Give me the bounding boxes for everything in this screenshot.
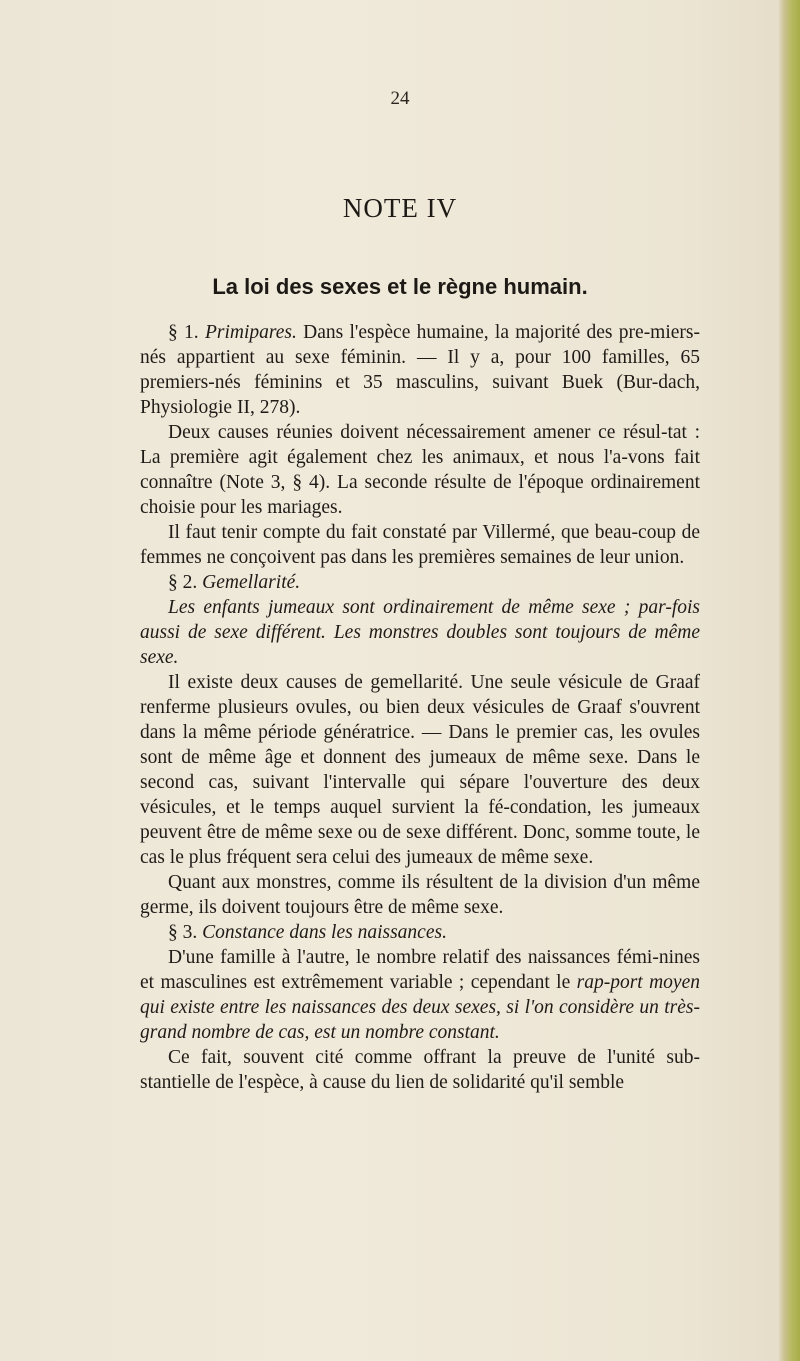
text-segment: Il existe deux causes de gemellarité. Une seule vésicule de Graaf renferme plusieurs ovules, ou bien deux vésicules de Graaf s'ouvrent dans la même période génératrice. — Dans le premier cas, les ovules sont de même âge et donnent des jumeaux de même sexe. Dans le second cas, suivant l'intervalle qui sépare l'ouverture des deux vésicules, et le temps auquel survient la fé-condation, les jumeaux peuvent être de même sexe ou de sexe différent. Donc, somme toute, le cas le plus fréquent sera celui des jumeaux de même sexe.	[140, 672, 700, 868]
text-segment: § 3.	[168, 922, 203, 943]
text-segment: § 2.	[168, 572, 203, 593]
italic-text: Constance dans les naissances.	[202, 922, 447, 943]
italic-text: Primipares.	[204, 322, 297, 343]
body-text	[140, 320, 700, 1095]
text-segment: § 1.	[168, 322, 205, 343]
paragraph	[140, 520, 700, 570]
paragraph	[140, 670, 700, 870]
text-segment: Deux causes réunies doivent nécessairement amener ce résul-tat : La première agit également chez les animaux, et nous l'a-vons fait connaître (Note 3, § 4). La seconde résulte de l'époque ordinairement choisie pour les mariages.	[140, 422, 700, 518]
text-segment: Ce fait, souvent cité comme offrant la preuve de l'unité sub-stantielle de l'espèce, à cause du lien de solidarité qu'il semble	[140, 1047, 700, 1093]
paragraph	[140, 320, 700, 420]
italic-text: Les enfants jumeaux sont ordinairement de même sexe ; par-fois aussi de sexe différent. Les monstres doubles sont toujours de même sexe.	[140, 597, 700, 668]
paragraph	[140, 420, 700, 520]
paragraph	[140, 570, 700, 595]
paragraph	[140, 1045, 700, 1095]
page-number: 24	[390, 88, 410, 109]
paragraph	[140, 595, 700, 670]
paragraph	[140, 945, 700, 1045]
text-segment: Il faut tenir compte du fait constaté par Villermé, que beau-coup de femmes ne conçoivent pas dans les premières semaines de leur union.	[140, 522, 700, 568]
text-segment: D'une famille à l'autre, le nombre relatif des naissances fémi-nines et masculines est extrêmement variable ; cependant le	[140, 947, 700, 993]
text-segment: Quant aux monstres, comme ils résultent de la division d'un même germe, ils doivent toujours être de même sexe.	[140, 872, 700, 918]
text-segment: Dans l'espèce humaine, la majorité des pre-miers-nés appartient au sexe féminin. — Il y a, pour 100 familles, 65 premiers-nés féminins et 35 masculins, suivant Buek (Bur-dach, Physiologie II, 278).	[140, 322, 700, 418]
note-title: NOTE IV	[342, 193, 458, 223]
section-heading: La loi des sexes et le règne humain.	[212, 274, 588, 299]
italic-text: Gemellarité.	[202, 572, 301, 593]
paragraph	[140, 920, 700, 945]
italic-text: rap-port moyen qui existe entre les naissances des deux sexes, si l'on considère un très-grand nombre de cas, est un nombre constant.	[140, 972, 700, 1043]
paragraph	[140, 870, 700, 920]
